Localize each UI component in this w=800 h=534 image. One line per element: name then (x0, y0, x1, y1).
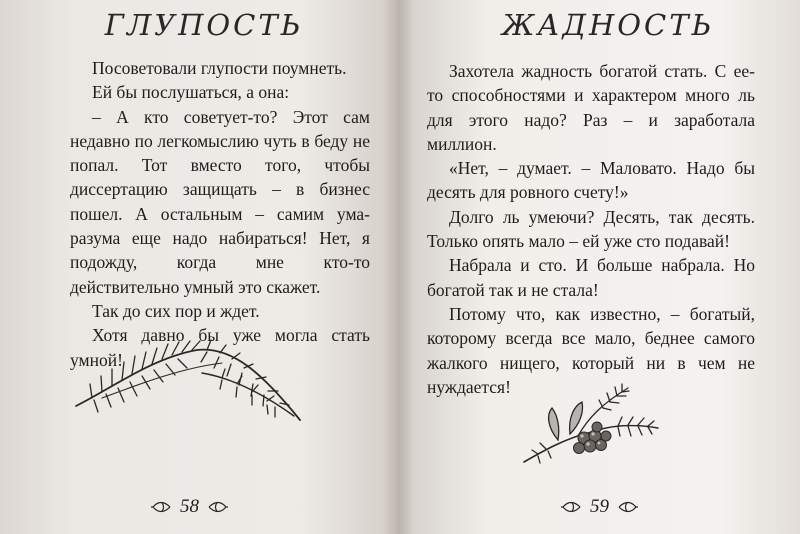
right-paragraph: Набрала и сто. И больше набрала. Но богатой так и не стала! (427, 255, 755, 300)
right-page-title: ЖАДНОСТЬ (501, 8, 715, 42)
right-paragraph: Долго ль умеючи? Десять, так десять. Только опять мало – ей уже сто подавай! (427, 206, 755, 252)
right-page-text (427, 59, 755, 399)
right-paragraph: «Нет, – думает. – Маловато. Надо бы десять для ровного счету!» (427, 158, 755, 203)
left-page-title: ГЛУПОСТЬ (104, 8, 304, 42)
left-paragraph: Посоветовали глупости поумнеть. (92, 58, 347, 78)
left-paragraph: Так до сих пор и ждет. (92, 300, 260, 321)
ornament-left-icon (150, 500, 172, 514)
right-page (398, 0, 800, 534)
right-paragraph: Захотела жадность богатой стать. С ее-то способностями и характером много ль для этого надо? Раз – и заработала миллион. (427, 61, 755, 154)
left-paragraph: Ей бы послушаться, а она: (92, 82, 290, 103)
page-number-right: 59 (590, 496, 609, 517)
page-number-left: 58 (180, 496, 199, 517)
right-paragraph: Потому что, как известно, – богатый, которому всегда все мало, беднее самого жалкого нищего, который ни в чем не нуждается! (427, 303, 755, 397)
left-paragraph: Хотя давно бы уже могла стать умной! (70, 325, 370, 370)
left-page-text (70, 56, 370, 372)
ornament-left-icon (560, 500, 582, 514)
left-page (0, 0, 398, 534)
ornament-right-icon (207, 500, 229, 514)
fern-branch-icon (72, 328, 312, 428)
left-paragraph: – А кто советует-то? Этот сам недавно по легкомыслию чуть в беду не попал. Тот вместо того, чтобы диссертацию защищать – в бизнес пошел. А остальным – самим ума-разума еще надо набираться! Нет, я подожду, когда мне кто-то действительно умный это скажет. (70, 106, 370, 297)
berry-sprig-icon (518, 378, 668, 468)
left-page-folio (150, 496, 229, 518)
right-page-folio (560, 496, 639, 518)
ornament-right-icon (617, 500, 639, 514)
